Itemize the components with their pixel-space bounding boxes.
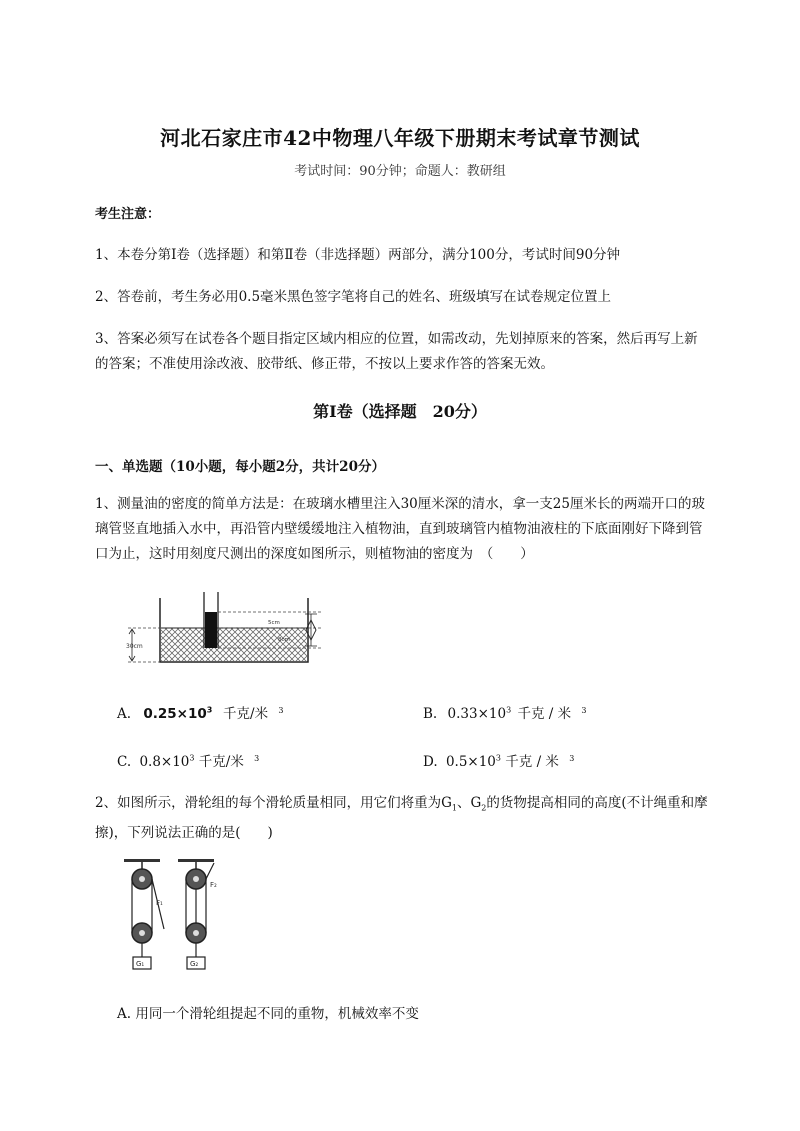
question-2-text-part: 2、如图所示，滑轮组的每个滑轮质量相同，用它们将重为G (95, 795, 452, 811)
question-1-text: 1、测量油的密度的简单方法是：在玻璃水槽里注入30厘米深的清水，拿一支25厘米长的两端开口的玻璃管竖直地插入水中，再沿管内壁缓缓地注入植物油，直到玻璃管内植物油液柱的下底面刚好下降到管口为止，这时用刻度尺测出的深度如图所示，则植物油的密度为 （ ） (95, 496, 705, 562)
weight-label-g2: G₂ (190, 960, 199, 968)
question-2-text (95, 791, 710, 846)
option-1a[interactable] (117, 702, 284, 722)
part-heading: 一、单选题（10小题，每小题2分，共计20分） (95, 459, 385, 475)
notice-item-1: 1、本卷分第I卷（选择题）和第Ⅱ卷（非选择题）两部分，满分100分，考试时间90分钟 (95, 247, 621, 263)
figure-label-oil: 5cm (268, 620, 280, 626)
option-1c[interactable] (117, 750, 259, 770)
notice-item-3: 3、答案必须写在试卷各个题目指定区域内相应的位置，如需改动，先划掉原来的答案，然后再写上新的答案；不准使用涂改液、胶带纸、修正带，不按以上要求作答的答案无效。 (95, 331, 698, 372)
page-title: 河北石家庄市42中物理八年级下册期末考试章节测试 (160, 126, 640, 150)
option-2a[interactable]: A. 用同一个滑轮组提起不同的重物，机械效率不变 (117, 1006, 419, 1022)
weight-label-g1: G₁ (136, 960, 145, 968)
force-label-f1: F₁ (156, 899, 163, 907)
option-unit: 千克 / 米 (505, 754, 559, 770)
option-unit: 千克/米 (198, 754, 244, 770)
option-exponent: 3 (495, 753, 501, 763)
option-exponent: 3 (506, 705, 512, 715)
notice-item-2: 2、答卷前，考生务必用0.5毫米黑色签字笔将自己的姓名、班级填写在试卷规定位置上 (95, 289, 612, 305)
option-unit: 千克 / 米 (517, 706, 572, 722)
option-1b[interactable] (423, 702, 587, 722)
figure-label-depth-left: 30cm (126, 643, 143, 650)
option-unit-exponent: 3 (569, 753, 575, 763)
option-value: 0.8×10 (139, 754, 190, 770)
subscript: 1 (451, 803, 457, 813)
option-unit-exponent: 3 (581, 705, 587, 715)
figure-label-water: 8cm (278, 637, 290, 643)
exam-info: 考试时间：90分钟；命题人：教研组 (294, 164, 506, 179)
option-exponent: 3 (189, 753, 195, 763)
section-title: 第I卷（选择题 20分） (313, 402, 487, 421)
option-exponent: 3 (206, 705, 213, 715)
option-value: 0.5×10 (445, 754, 496, 770)
option-value: 0.25×10 (143, 706, 207, 722)
subscript: 2 (481, 803, 487, 813)
option-label: B. (423, 706, 438, 722)
notice-heading: 考生注意： (95, 207, 161, 222)
option-value: 0.33×10 (447, 706, 507, 722)
option-label: D. (423, 754, 438, 770)
force-label-f2: F₂ (210, 881, 217, 889)
option-label: A. (117, 706, 132, 722)
option-1d[interactable] (423, 750, 574, 770)
option-unit: 千克/米 (223, 706, 269, 722)
option-label: C. (117, 754, 132, 770)
question-2-text-part: 的货物提高相同的高度(不计绳重和摩擦)，下列说法正确的是( ) (95, 795, 708, 841)
question-2-figure (116, 855, 236, 980)
question-1-figure (118, 590, 338, 666)
option-unit-exponent: 3 (278, 705, 284, 715)
option-unit-exponent: 3 (254, 753, 260, 763)
question-2-text-part: 、G (456, 795, 482, 811)
